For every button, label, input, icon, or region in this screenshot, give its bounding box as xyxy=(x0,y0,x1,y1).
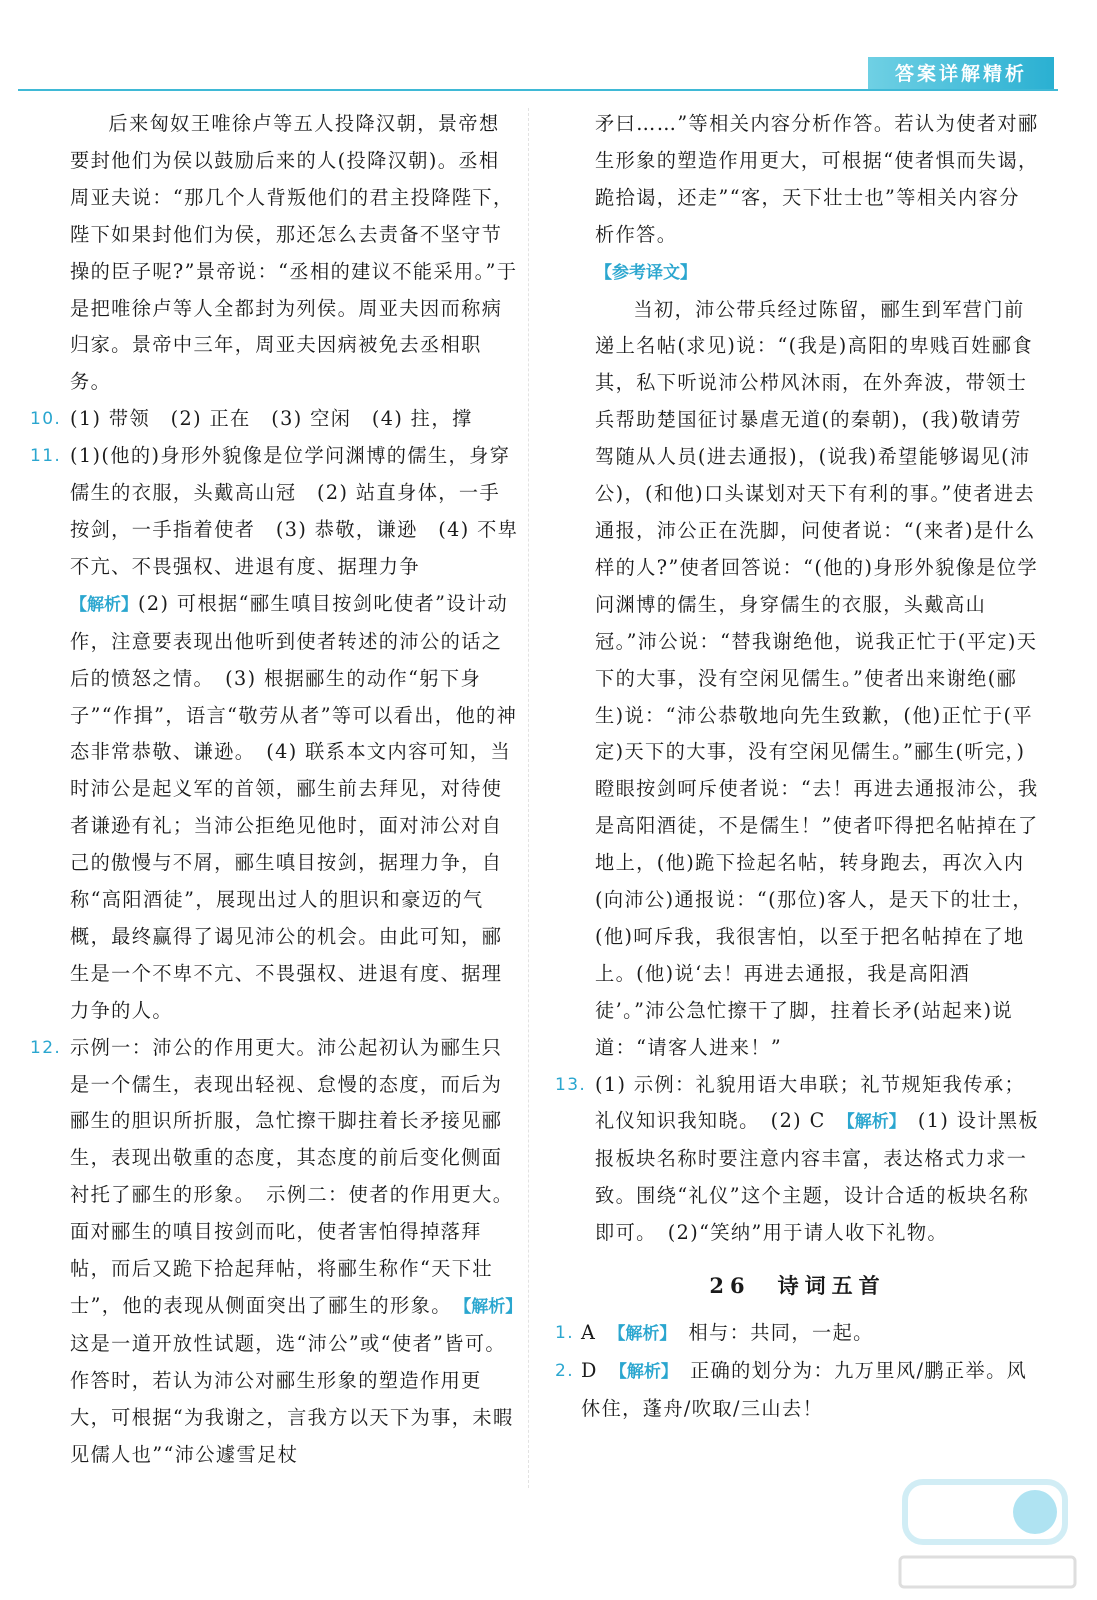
analysis-tag: 【解析】 xyxy=(70,594,138,615)
analysis-tag: 【解析】 xyxy=(618,1361,670,1382)
answer-text: (1)(他的)身形外貌像是位学问渊博的儒生，身穿儒生的衣服，头戴高山冠 (2) 站直身体，一手按剑，一手指着使者 (3) 恭敬，谦逊 (4) 不卑不亢、不畏强权、进退有度、据理力争 xyxy=(70,444,519,578)
answer-text: (1) 带领 (2) 正在 (3) 空闲 (4) 拄，撑 xyxy=(70,407,473,431)
question-number: 11. xyxy=(30,446,62,467)
answer-11 xyxy=(30,438,520,1030)
reference-text: 当初，沛公带兵经过陈留，郦生到军营门前递上名帖(求见)说：“(我是)高阳的卑贱百姓郦食其，私下听说沛公栉风沐雨，在外奔波，带领士兵帮助楚国征讨暴虐无道(的秦朝)，(我)敬请劳驾随从人员(进去通报)，(说我)希望能够谒见(沛公)，(和他)口头谋划对天下有利的事。”使者进去通报，沛公正在洗脚，问使者说：“(来者)是什么样的人?”使者回答说：“(他的)身形外貌像是位学问渊博的儒生，身穿儒生的衣服，头戴高山冠。”沛公说：“替我谢绝他，说我正忙于(平定)天下的大事，没有空闲见儒生。”使者出来谢绝(郦生)说：“沛公恭敬地向先生致歉，(他)正忙于(平定)天下的大事，没有空闲见儒生。”郦生(听完，)瞪眼按剑呵斥使者说：“去！再进去通报沛公，我是高阳酒徒，不是儒生！”使者吓得把名帖掉在了地上，(他)跪下捡起名帖，转身跑去，再次入内(向沛公)通报说：“(那位)客人，是天下的壮士，(他)呵斥我，我很害怕，以至于把名帖掉在了地上。(他)说‘去！再进去通报，我是高阳酒徒’。”沛公急忙擦干了脚，拄着长矛(站起来)说道：“请客人进来！” xyxy=(595,297,1039,1059)
analysis-continuation: 矛曰……”等相关内容分析作答。若认为使者对郦生形象的塑造作用更大，可根据“使者惧而失谒，跪拾谒，还走”“客，天下壮士也”等相关内容分析作答。 xyxy=(595,112,1039,246)
answer-10 xyxy=(30,401,520,438)
analysis-text: (1) 设计黑板报板块名称时要注意内容丰富，表达格式力求一致。围绕“礼仪”这个主题，设计合适的板块名称即可。 (2)“笑纳”用于请人收下礼物。 xyxy=(595,1109,1040,1245)
poem-answer-1 xyxy=(555,1315,1040,1353)
answer-choice: D xyxy=(581,1358,598,1382)
section-title: 26 诗词五首 xyxy=(709,1273,886,1299)
answer-text: 示例一：沛公的作用更大。沛公起初认为郦生只是一个儒生，表现出轻视、怠慢的态度，而后为郦生的胆识所折服，急忙擦干脚拄着长矛接见郦生，表现出敬重的态度，其态度的前后变化侧面衬托了郦生的形象。 示例二：使者的作用更大。面对郦生的嗔目按剑而叱，使者害怕得掉落拜帖，而后又跪下拾起拜帖，将郦生称作“天下壮士”，他的表现从侧面突出了郦生的形象。 xyxy=(70,1035,514,1317)
answer-12 xyxy=(30,1030,520,1474)
question-number: 12. xyxy=(30,1037,62,1058)
answer-13 xyxy=(555,1067,1040,1253)
right-column xyxy=(555,106,1040,1428)
analysis-text: 这是一道开放性试题，选“沛公”或“使者”皆可。作答时，若认为沛公对郦生形象的塑造作用更大，可根据“为我谢之，言我方以天下为事，未暇见儒人也”“沛公遽雪足杖 xyxy=(70,1331,514,1466)
analysis-tag: 【解析】 xyxy=(616,1324,668,1344)
answer-choice: A xyxy=(581,1321,597,1344)
analysis-text: 正确的划分为：九万里风/鹏正举。风休住，蓬舟/吹取/三山去！ xyxy=(581,1358,1028,1420)
translation-paragraph: 后来匈奴王唯徐卢等五人投降汉朝，景帝想要封他们为侯以鼓励后来的人(投降汉朝)。丞相周亚夫说：“那几个人背叛他们的君主投降陛下，陛下如果封他们为侯，那还怎么去责备不坚守节操的臣子呢?”景帝说：“丞相的建议不能采用。”于是把唯徐卢等人全都封为列侯。周亚夫因而称病归家。景帝中三年，周亚夫因病被免去丞相职务。 xyxy=(70,112,518,394)
question-number: 13. xyxy=(555,1074,587,1095)
question-number: 1. xyxy=(555,1323,575,1343)
answer-text: (1) 示例：礼貌用语大串联；礼节规矩我传承；礼仪知识我知晓。 (2) C xyxy=(595,1072,1026,1133)
question-number: 10. xyxy=(30,409,62,430)
poem-answer-2 xyxy=(555,1353,1040,1428)
watermark-logo xyxy=(885,1462,1085,1597)
column-divider xyxy=(528,108,529,1488)
reference-tag: 【参考译文】 xyxy=(595,262,697,283)
reference-translation xyxy=(555,254,1040,1067)
question-number: 2. xyxy=(555,1360,575,1381)
analysis-text: 相与：共同，一起。 xyxy=(688,1321,874,1344)
header-rule xyxy=(18,89,1058,91)
left-column xyxy=(30,106,520,1474)
analysis-text: (2) 可根据“郦生嗔目按剑叱使者”设计动作，注意要表现出他听到使者转述的沛公的话之后的愤怒之情。 (3) 根据郦生的动作“躬下身子”“作揖”，语言“敬劳从者”等可以看出，他的神态非常恭敬、谦逊。 (4) 联系本文内容可知，当时沛公是起义军的首领，郦生前去拜见，对待使者谦逊有礼；当沛公拒绝见他时，面对沛公对自己的傲慢与不屑，郦生嗔目按剑，据理力争，自称“高阳酒徒”，展现出过人的胆识和豪迈的气概，最终赢得了谒见沛公的机会。由此可知，郦生是一个不卑不亢、不畏强权、进退有度、据理力争的人。 xyxy=(70,591,518,1022)
header-badge: 答案详解精析 xyxy=(868,57,1054,91)
analysis-tag: 【解析】 xyxy=(846,1112,898,1133)
analysis-tag: 【解析】 xyxy=(462,1297,514,1317)
